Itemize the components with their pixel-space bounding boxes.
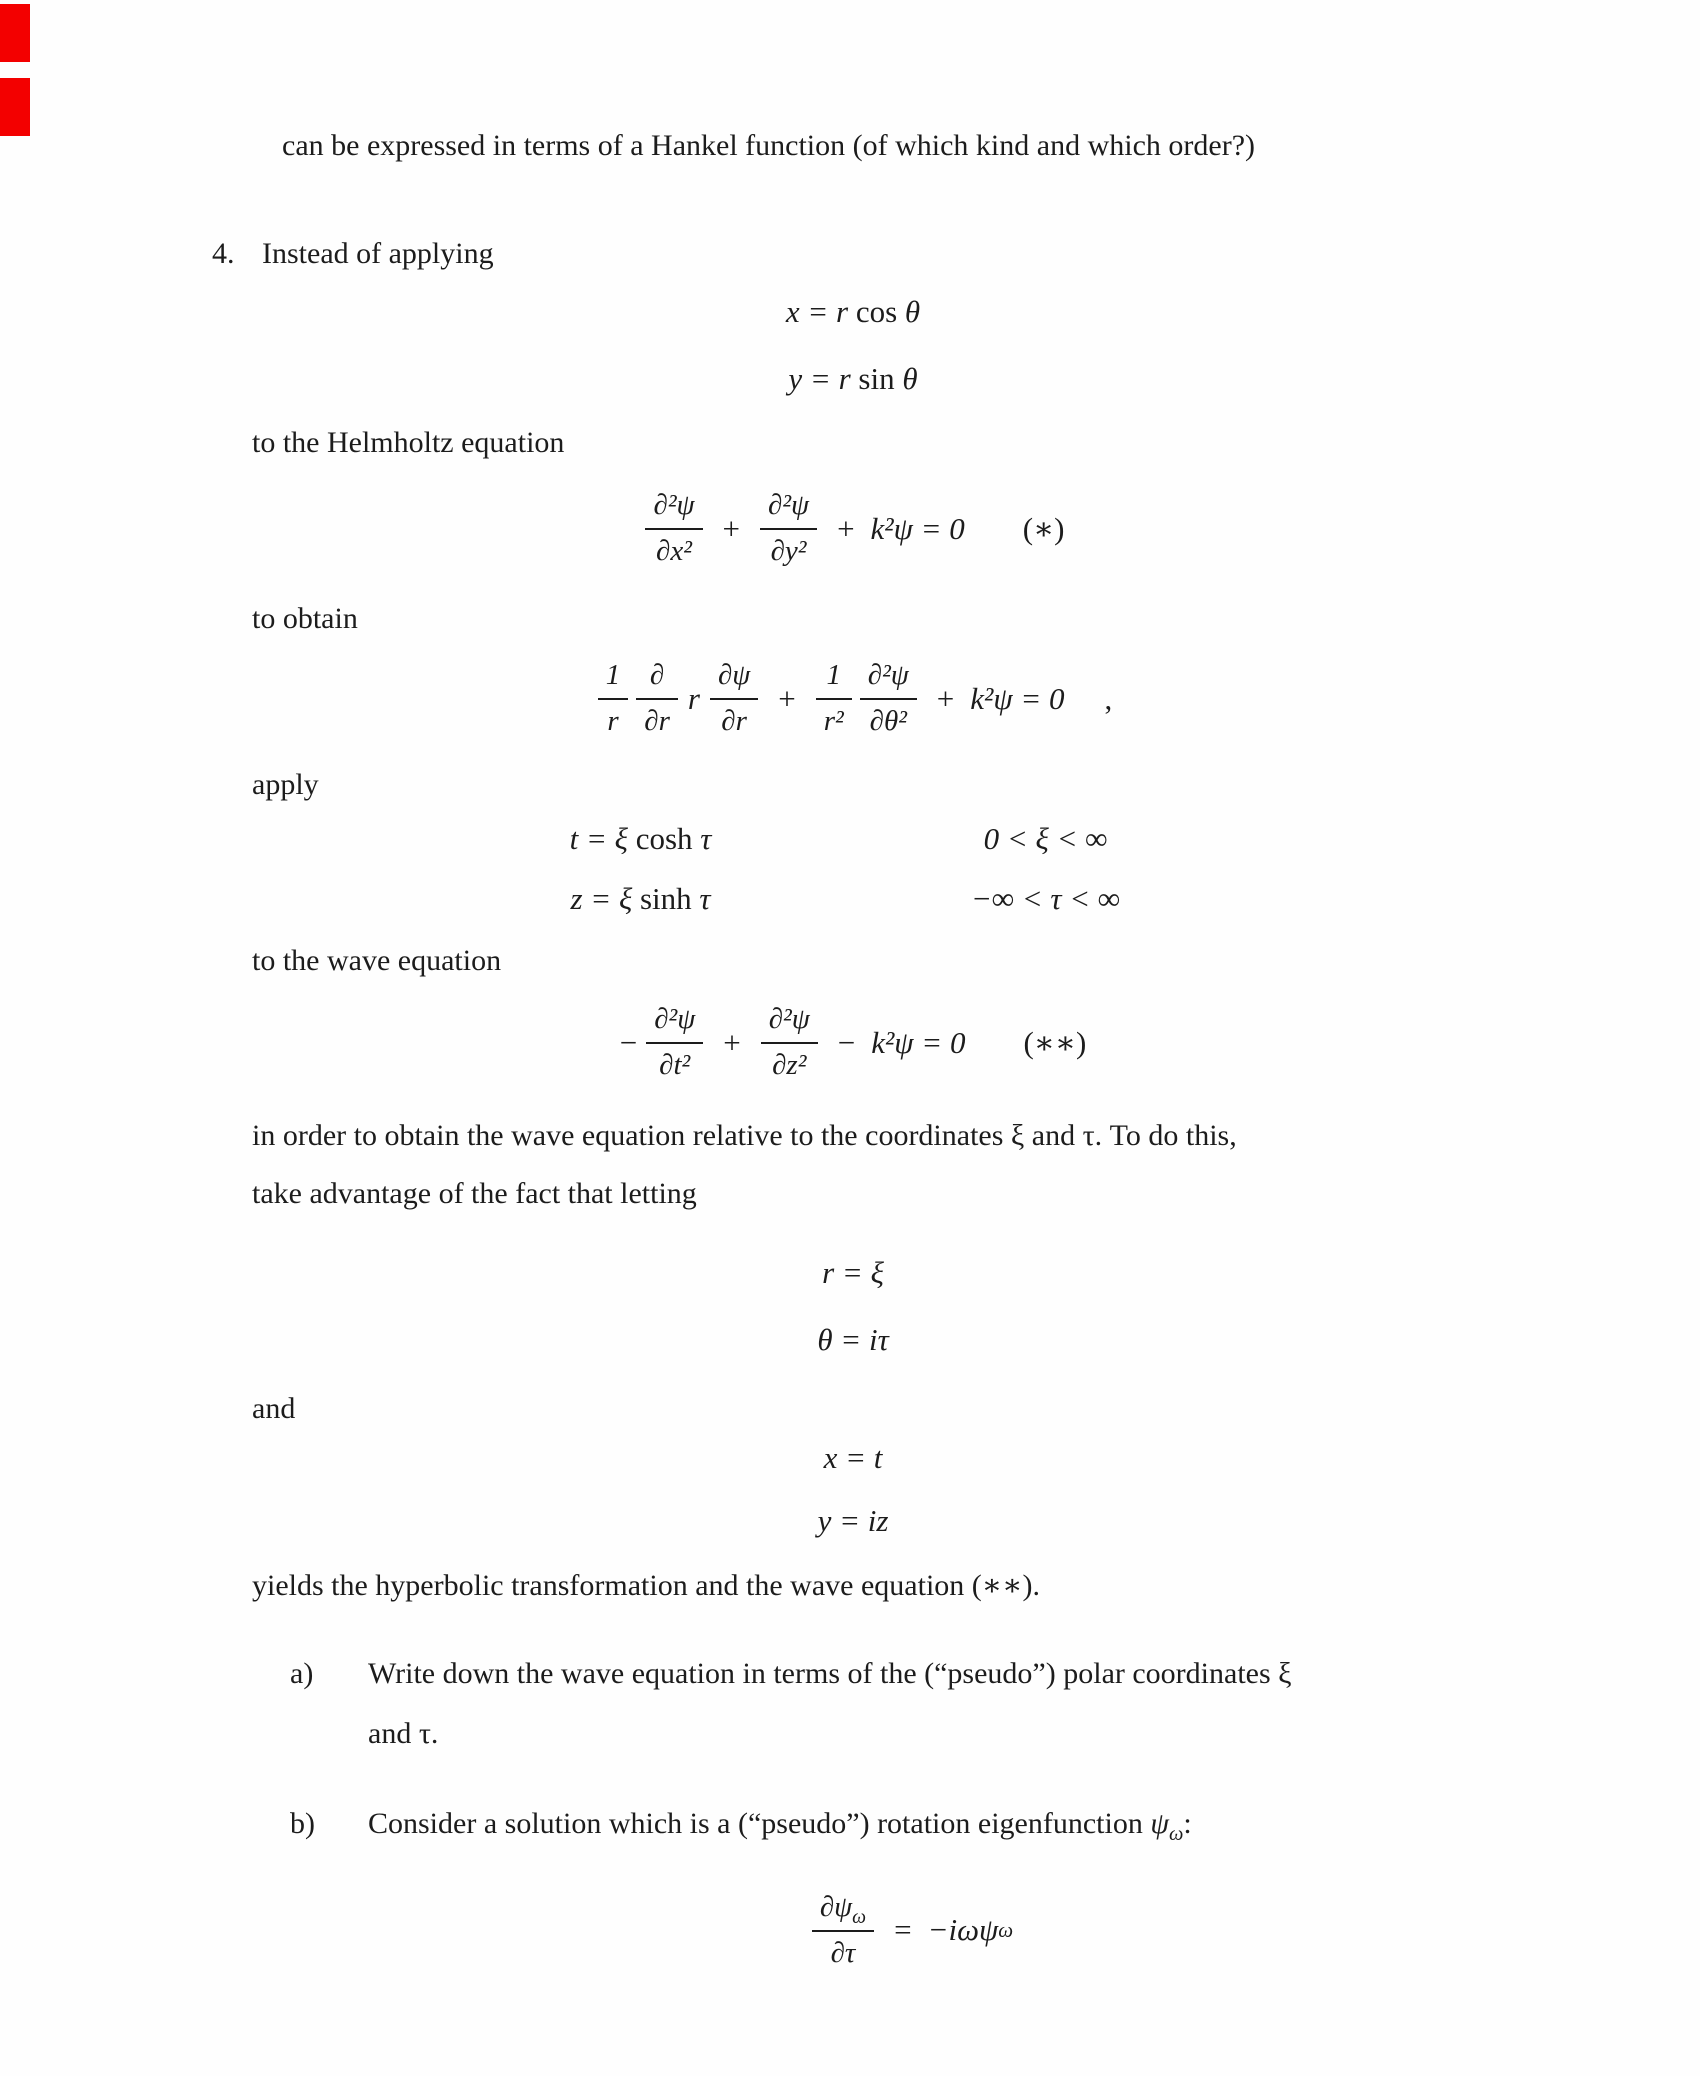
equation-r-xi: r = ξ (822, 1254, 884, 1290)
red-margin-mark-bottom (0, 78, 30, 136)
equation-lhs (476, 821, 806, 857)
math-token: k²ψ = 0 (871, 1024, 966, 1060)
subitem-b (290, 1794, 1454, 1854)
math-token: ∂y² (770, 535, 807, 568)
math-token: ∂ψ (819, 1891, 853, 1924)
math-token: ∂z² (772, 1049, 807, 1082)
subitem-a-label: a) (290, 1657, 314, 1691)
equation-tag-double-star: (∗∗) (1023, 1024, 1087, 1060)
paragraph-line: take advantage of the fact that letting (252, 1177, 697, 1211)
math-token: ∂ψ (710, 656, 758, 700)
fraction-numerator (812, 1888, 874, 1932)
math-token: z = ξ (570, 880, 640, 916)
fraction (760, 486, 817, 571)
math-token: r (687, 680, 700, 716)
math-token: r (607, 705, 619, 738)
equation-x-t: x = t (823, 1439, 883, 1475)
plus-operator: + (936, 680, 955, 716)
trailing-comma: , (1104, 680, 1113, 716)
cosh-function: cosh (635, 820, 693, 856)
subitem-b-text (368, 1794, 1454, 1854)
fraction (761, 1000, 818, 1085)
colon: : (1183, 1807, 1192, 1841)
math-token: ∂t² (659, 1049, 691, 1082)
range-condition: −∞ < τ < ∞ (970, 880, 1121, 916)
problem-4-number: 4. (212, 236, 235, 270)
math-token: ∂²ψ (760, 486, 817, 530)
problem-4-heading (212, 234, 1454, 274)
text-obtain: to obtain (252, 601, 358, 635)
math-token: t = ξ (569, 820, 636, 856)
text-and: and (252, 1392, 296, 1426)
equation-theta-itau: θ = iτ (817, 1321, 889, 1357)
math-token: 1 (816, 656, 852, 700)
minus-operator: − (619, 1024, 638, 1060)
equation-rotation-eigenfunction: $\frac{\partial\psi_\omega}{\partial\tau}$ = −iωψ ω (367, 1888, 1454, 1973)
omega-subscript: ω (852, 1905, 867, 1928)
equation-polar-helmholtz (252, 656, 1454, 741)
equation-t-cosh (252, 821, 1454, 857)
math-token: 1 (598, 656, 629, 700)
math-token: τ (691, 880, 711, 916)
fraction (598, 656, 629, 741)
fraction (636, 656, 678, 741)
subitem-b-label: b) (290, 1807, 315, 1841)
plus-operator: + (778, 680, 796, 716)
math-token: r² (823, 705, 844, 738)
math-token: τ (692, 820, 712, 856)
text-wave: to the wave equation (252, 943, 502, 977)
paragraph-line: in order to obtain the wave equation relative to the coordinates ξ and τ. To do this, (252, 1118, 1237, 1152)
red-margin-mark-top (0, 4, 30, 62)
paragraph-obtain-wave (252, 1107, 1454, 1224)
math-token: ∂r (721, 705, 747, 738)
text-apply: apply (252, 768, 319, 802)
equation-z-sinh (252, 881, 1454, 917)
subitem-a-text (368, 1644, 1454, 1764)
subitem-a-line: Write down the wave equation in terms of the (“pseudo”) polar coordinates ξ (368, 1657, 1292, 1691)
math-token: k²ψ = 0 (970, 680, 1065, 716)
sin-function: sin (858, 360, 895, 396)
equation-y-polar (252, 360, 1454, 399)
math-token: ∂²ψ (645, 486, 702, 530)
subitem-a-line: and τ. (368, 1717, 439, 1751)
math-token: y = r (788, 360, 859, 396)
sinh-function: sinh (639, 880, 692, 916)
intro-line: can be expressed in terms of a Hankel function (of which kind and which order?) (282, 129, 1255, 162)
equation-tag-star: (∗) (1022, 510, 1065, 546)
math-token: x = r (785, 294, 856, 330)
equation-lhs (476, 881, 806, 917)
cos-function: cos (855, 294, 898, 330)
equation-helmholtz-star (252, 486, 1454, 571)
omega-subscript: ω (1168, 1823, 1184, 1846)
text-helmholtz: to the Helmholtz equation (252, 425, 565, 459)
subitem-b-line: Consider a solution which is a (“pseudo”) rotation eigenfunction (368, 1807, 1151, 1841)
fraction (645, 486, 702, 571)
fraction (710, 656, 758, 741)
math-token: ∂²ψ (860, 656, 917, 700)
equals-sign: = (894, 1912, 912, 1948)
math-token: ∂θ² (869, 705, 907, 738)
fraction (816, 656, 852, 741)
math-token: ∂τ (830, 1936, 856, 1969)
fraction (646, 1000, 703, 1085)
math-token: −iωψ (927, 1912, 999, 1948)
math-token: ∂x² (656, 535, 692, 568)
math-token: ∂²ψ (646, 1000, 703, 1044)
math-token: θ (894, 360, 918, 396)
psi-symbol: ψ (1150, 1807, 1169, 1841)
minus-operator: − (837, 1024, 856, 1060)
fraction (860, 656, 917, 741)
range-condition: 0 < ξ < ∞ (983, 820, 1108, 856)
math-token: ∂²ψ (761, 1000, 818, 1044)
plus-operator: + (837, 510, 855, 546)
equation-y-iz: y = iz (817, 1502, 889, 1538)
plus-operator: + (722, 510, 741, 546)
text-yields: yields the hyperbolic transformation and the wave equation (∗∗). (252, 1569, 1041, 1603)
math-token: k²ψ = 0 (870, 510, 965, 546)
math-token: ∂ (636, 656, 678, 700)
math-token: ∂r (644, 705, 670, 738)
equation-x-polar (252, 293, 1454, 332)
fraction (812, 1888, 874, 1973)
subitem-a (290, 1644, 1454, 1764)
plus-operator: + (723, 1024, 741, 1060)
math-token: θ (897, 294, 921, 330)
problem-4-lead: Instead of applying (262, 236, 494, 270)
equation-wave-double-star (252, 1000, 1454, 1085)
